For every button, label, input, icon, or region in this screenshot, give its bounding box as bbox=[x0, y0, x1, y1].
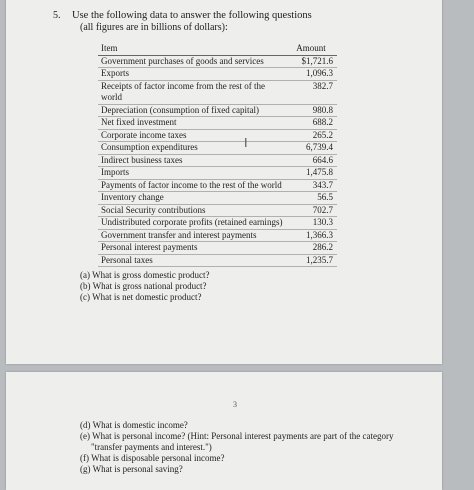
row-item: Imports bbox=[98, 167, 286, 180]
row-amount: 130.3 bbox=[286, 217, 337, 230]
row-item: Personal interest payments bbox=[98, 242, 286, 255]
question-b: (b) What is gross national product? bbox=[80, 281, 207, 291]
question-e: (e) What is personal income? (Hint: Personal interest payments are part of the category bbox=[80, 431, 394, 441]
text-cursor-icon: I bbox=[244, 136, 248, 150]
header-amount: Amount bbox=[286, 43, 337, 55]
row-item: Inventory change bbox=[98, 192, 286, 205]
row-amount: 265.2 bbox=[286, 129, 337, 142]
header-item: Item bbox=[98, 43, 286, 55]
row-amount: 382.7 bbox=[286, 80, 337, 104]
row-amount: 286.2 bbox=[286, 242, 337, 255]
table-row bbox=[98, 129, 337, 142]
row-item: Undistributed corporate profits (retained earnings) bbox=[98, 217, 286, 230]
row-item: Receipts of factor income from the rest of the world bbox=[98, 80, 286, 104]
question-intro-units: (all figures are in billions of dollars): bbox=[80, 22, 228, 33]
row-item: Payments of factor income to the rest of the world bbox=[98, 179, 286, 192]
table-row bbox=[98, 80, 337, 104]
question-number: 5. bbox=[53, 10, 61, 21]
table-row bbox=[98, 167, 337, 180]
question-d: (d) What is domestic income? bbox=[80, 420, 188, 430]
question-e-continuation: "transfer payments and interest.") bbox=[91, 442, 212, 452]
row-amount: 664.6 bbox=[286, 154, 337, 167]
document-page-1 bbox=[6, 0, 442, 364]
question-intro: Use the following data to answer the following questions bbox=[72, 10, 312, 21]
row-item: Depreciation (consumption of fixed capital) bbox=[98, 104, 286, 117]
row-item: Exports bbox=[98, 68, 286, 81]
table-row bbox=[98, 217, 337, 230]
row-amount: 1,235.7 bbox=[286, 254, 337, 267]
table-row bbox=[98, 229, 337, 242]
table-row bbox=[98, 117, 337, 130]
question-f: (f) What is disposable personal income? bbox=[80, 453, 225, 463]
row-amount: 343.7 bbox=[286, 179, 337, 192]
row-amount: 688.2 bbox=[286, 117, 337, 130]
row-amount: 1,475.8 bbox=[286, 167, 337, 180]
row-amount: 56.5 bbox=[286, 192, 337, 205]
table-row bbox=[98, 242, 337, 255]
row-amount: 702.7 bbox=[286, 204, 337, 217]
document-page-2 bbox=[6, 372, 442, 490]
row-amount: 980.8 bbox=[286, 104, 337, 117]
table-row bbox=[98, 204, 337, 217]
row-amount: 6,739.4 bbox=[286, 142, 337, 155]
row-item: Net fixed investment bbox=[98, 117, 286, 130]
table-row bbox=[98, 192, 337, 205]
row-item: Government purchases of goods and services bbox=[98, 55, 286, 68]
row-item: Social Security contributions bbox=[98, 204, 286, 217]
questions-part-1 bbox=[80, 270, 210, 303]
question-a: (a) What is gross domestic product? bbox=[80, 270, 210, 280]
page-number: 3 bbox=[233, 400, 237, 409]
table-row bbox=[98, 142, 337, 155]
questions-part-2 bbox=[80, 420, 393, 475]
table-row bbox=[98, 68, 337, 81]
table-row bbox=[98, 104, 337, 117]
row-item: Corporate income taxes bbox=[98, 129, 286, 142]
row-amount: 1,096.3 bbox=[286, 68, 337, 81]
row-item: Consumption expenditures bbox=[98, 142, 286, 155]
data-table bbox=[98, 43, 337, 267]
table-header-row bbox=[98, 43, 337, 55]
row-amount: $1,721.6 bbox=[286, 55, 337, 68]
row-amount: 1,366.3 bbox=[286, 229, 337, 242]
row-item: Government transfer and interest payments bbox=[98, 229, 286, 242]
question-c: (c) What is net domestic product? bbox=[80, 292, 202, 302]
row-item: Personal taxes bbox=[98, 254, 286, 267]
table-row bbox=[98, 55, 337, 68]
table-row bbox=[98, 154, 337, 167]
row-item: Indirect business taxes bbox=[98, 154, 286, 167]
table-row bbox=[98, 179, 337, 192]
table-row bbox=[98, 254, 337, 267]
question-g: (g) What is personal saving? bbox=[80, 464, 183, 474]
